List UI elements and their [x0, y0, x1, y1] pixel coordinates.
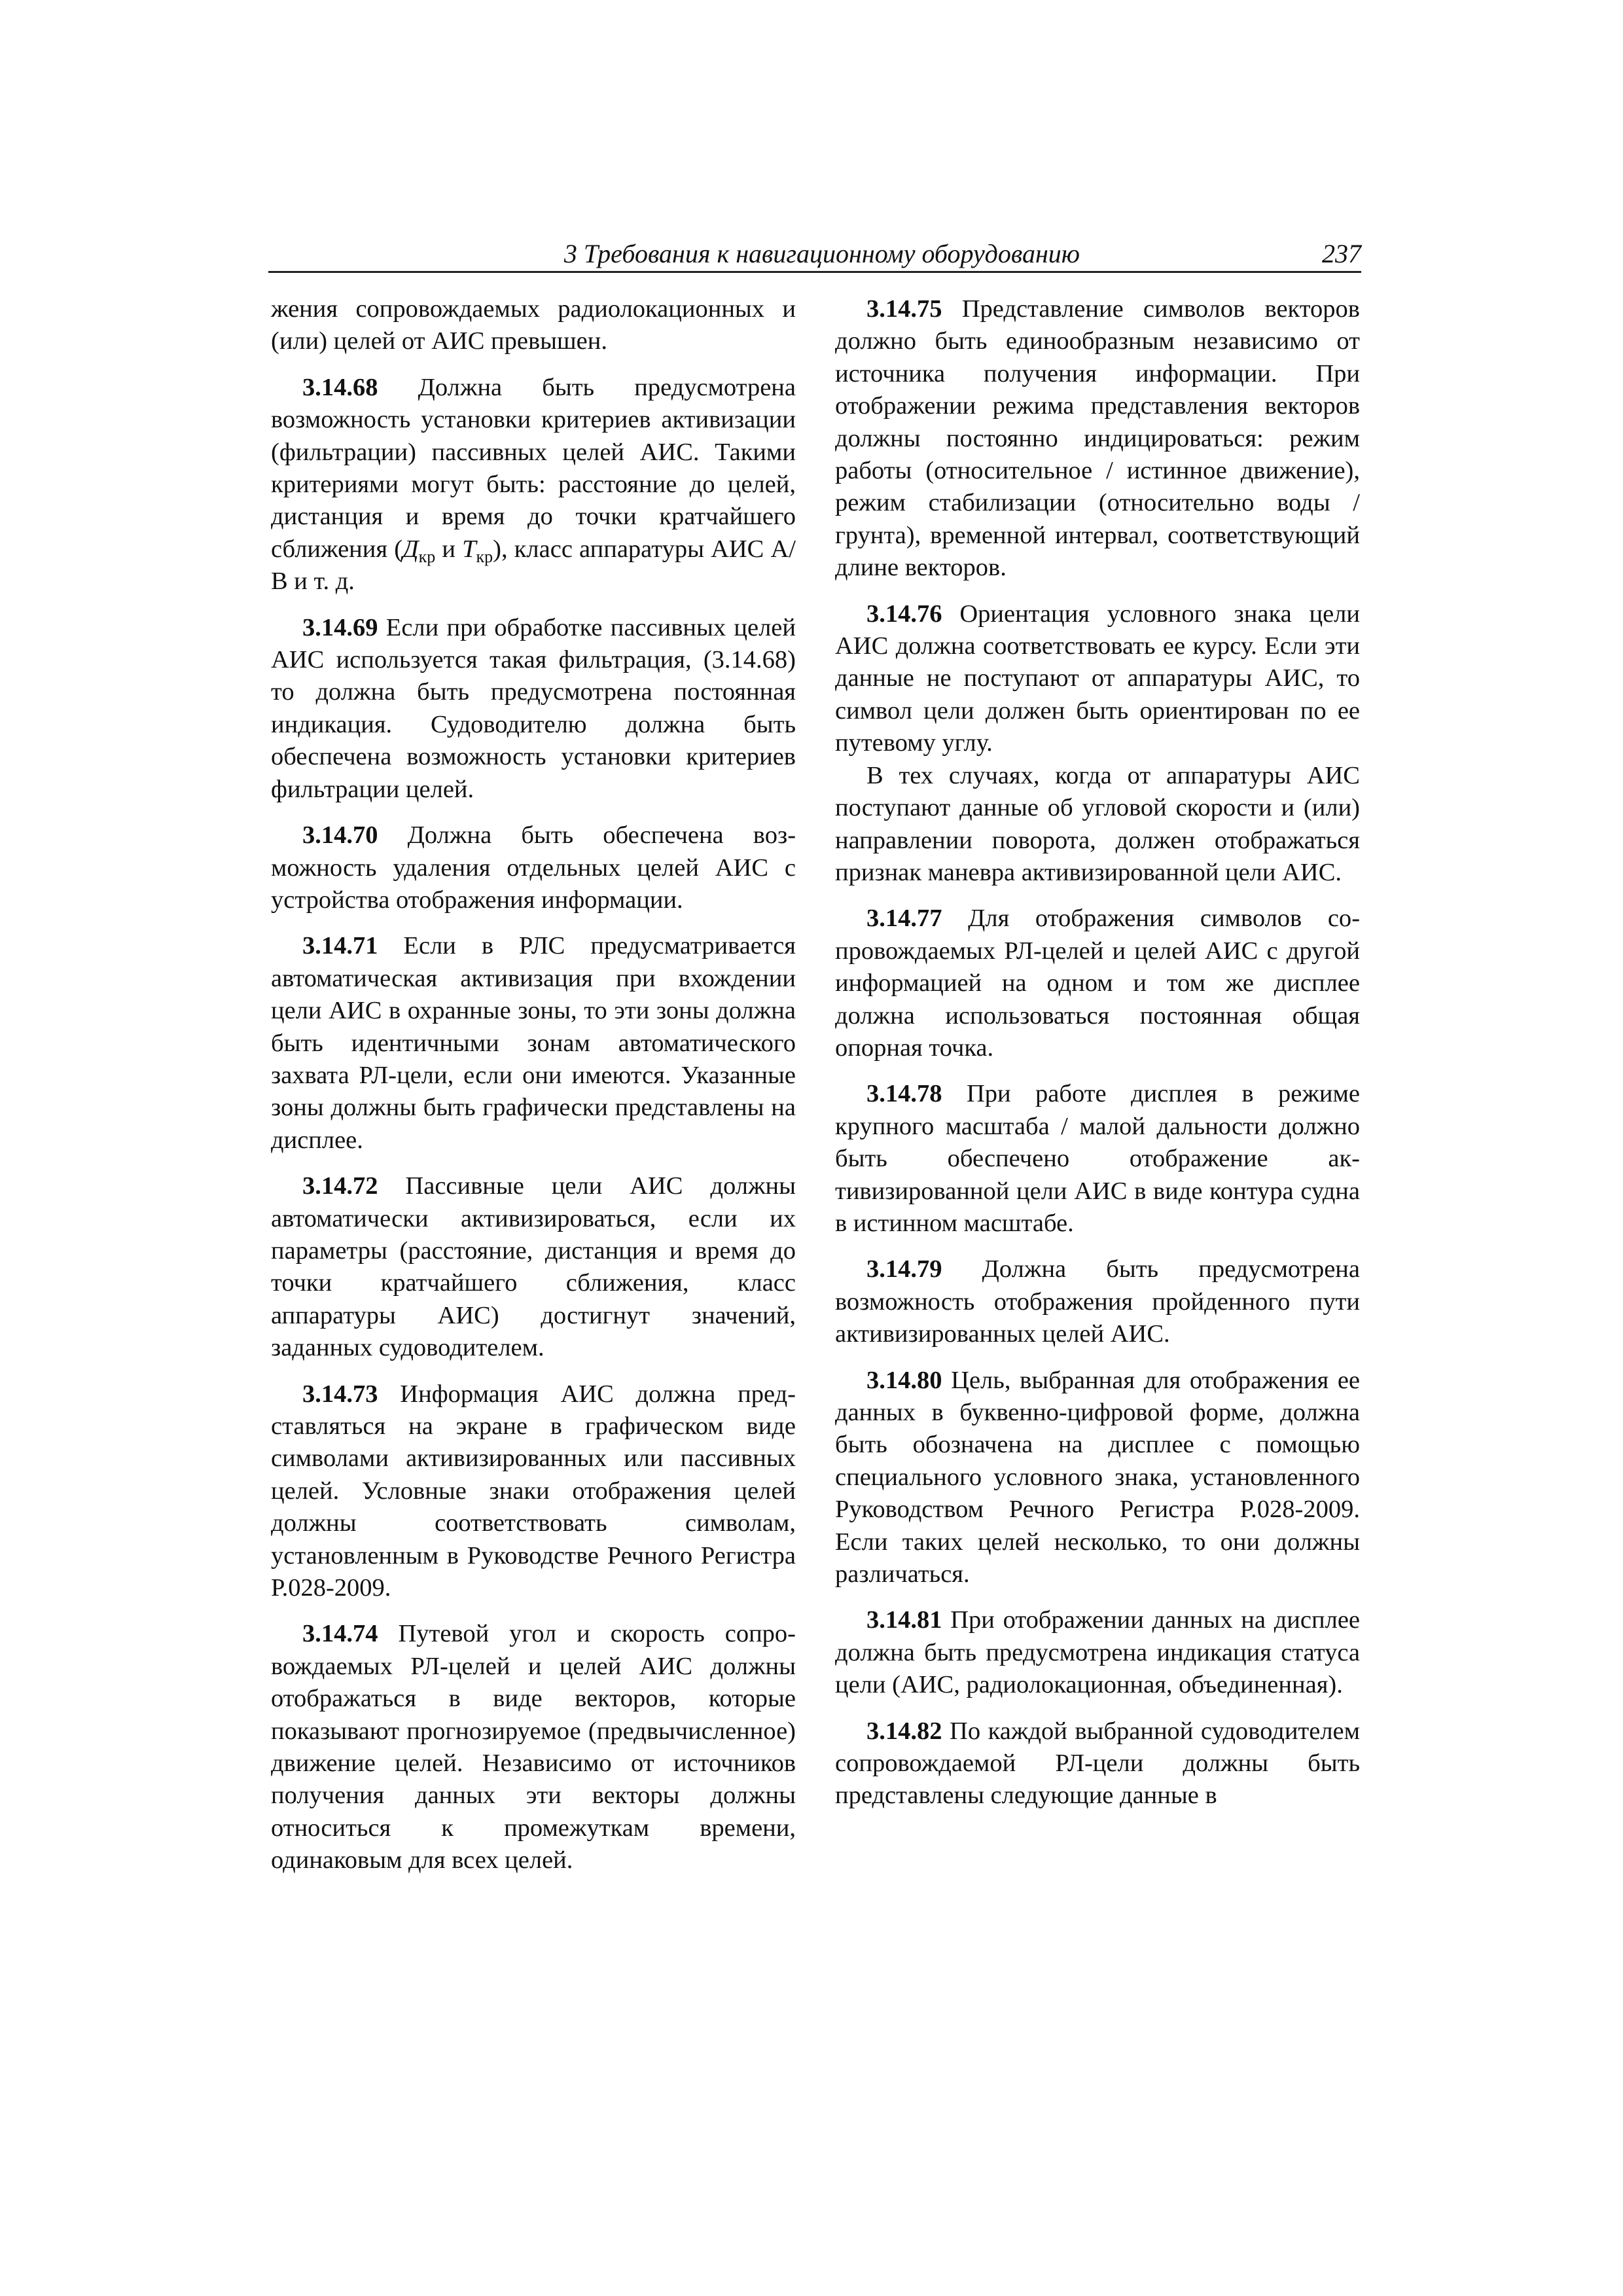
- page-number: 237: [1322, 239, 1361, 268]
- clause-number: 3.14.79: [866, 1255, 942, 1283]
- paragraph-3-14-74: 3.14.74 Путевой угол и скорость сопровождаемых РЛ-целей и целей АИС должны отображаться в виде векторов, которые показывают прогнозируемое (предвычисленное) движение целей. Независимо от источников получения данных эти векторы должны относиться к промежуткам времени, одинаковым для всех целей.: [271, 1620, 796, 1874]
- paragraph-3-14-68: 3.14.68 Должна быть предусмотрена возможность установки критериев активизации (фильтрации) пассивных целей АИС. Такими критериями могут быть: расстояние до целей, дистанция и время до точки кратчайшего сближения ($Д_{кр}$ и $Т_{кр}$), класс аппаратуры АИС А/В и т. д.: [271, 373, 796, 596]
- clause-number: 3.14.80: [866, 1366, 942, 1394]
- clause-number: 3.14.77: [866, 905, 942, 933]
- clause-number: 3.14.75: [866, 295, 942, 323]
- running-title: 3 Требования к навигационному оборудованию: [563, 239, 1080, 268]
- clause-number: 3.14.72: [302, 1172, 378, 1200]
- paragraph-3-14-76: 3.14.76 Ориентация условного знака цели АИС должна соответствовать ее курсу. Если эти данные не поступают от аппаратуры АИС, то символ цели должен быть ориентирован по ее путевому углу.: [835, 600, 1360, 757]
- clause-number: 3.14.76: [866, 600, 942, 628]
- paragraph-3-14-69: 3.14.69 Если при обработке пассивных целей АИС используется такая фильтрация, (3.14.68) то должна быть предусмотрена постоянная индикация. Судоводителю должна быть обеспечена возможность установки критериев фильтрации целей.: [271, 613, 796, 803]
- paragraph-3-14-73: 3.14.73 Информация АИС должна представляться на экране в графическом виде символами активизированных или пассивных целей. Условные знаки отображения целей должны соответствовать символам, установленным в Руководстве Речного Регистра Р.028-2009.: [271, 1380, 796, 1602]
- paragraph-3-14-70: 3.14.70 Должна быть обеспечена возможность удаления отдельных целей АИС с устройства отображения информации.: [271, 821, 796, 914]
- paragraph-3-14-72: 3.14.72 Пассивные цели АИС должны автоматически активизироваться, если их параметры (расстояние, дистанция и время до точки кратчайшего сближения, класс аппаратуры АИС) достигнут значений, заданных судоводителем.: [271, 1172, 796, 1362]
- paragraph-3-14-71: 3.14.71 Если в РЛС предусматривается автоматическая активизация при вхождении цели АИС в охранные зоны, то эти зоны должна быть идентичными зонам автоматического захвата РЛ-цели, если они имеются. Указанные зоны должны быть графически представлены на дисплее.: [271, 932, 796, 1154]
- paragraph: жения сопровождаемых радиолокационных и (или) целей от АИС превышен.: [271, 295, 796, 355]
- left-column: [271, 293, 796, 1891]
- paragraph-3-14-77: 3.14.77 Для отображения символов сопровождаемых РЛ-целей и целей АИС с другой информацией на одном и том же дисплее должна использоваться постоянная общая опорная точка.: [835, 905, 1361, 1062]
- paragraph-3-14-80: 3.14.80 Цель, выбранная для отображения ее данных в буквенно-цифровой форме, должна быть обозначена на дисплее с помощью специального условного знака, установленного Руководством Речного Регистра Р.028-2009. Если таких целей несколько, то они должны различаться.: [835, 1366, 1361, 1588]
- paragraph-3-14-76-cont: В тех случаях, когда от аппаратуры АИС поступают данные об угловой скорости и (или) направлении поворота, должен отображаться признак маневра активизированной цели АИС.: [835, 761, 1360, 886]
- clause-number: 3.14.69: [302, 613, 378, 641]
- paragraph-3-14-78: 3.14.78 При работе дисплея в режиме крупного масштаба / малой дальности должно быть обеспечено отображение активизированной цели АИС в виде контура судна в истинном масштабе.: [835, 1080, 1360, 1237]
- clause-number: 3.14.71: [302, 932, 378, 960]
- clause-number: 3.14.81: [866, 1606, 942, 1634]
- paragraph-3-14-75: 3.14.75 Представление символов векторов должно быть единообразным независимо от источника получения информации. При отображении режима представления векторов должны постоянно индицироваться: режим работы (относительное / истинное движение), режим стабилизации (относительно воды / грунта), временной интервал, соответствующий длине векторов.: [835, 295, 1360, 582]
- paragraph-3-14-79: 3.14.79 Должна быть предусмотрена возможность отображения пройденного пути активизированных целей АИС.: [835, 1255, 1361, 1348]
- clause-number: 3.14.78: [866, 1080, 942, 1108]
- paragraph-3-14-82: 3.14.82 По каждой выбранной судоводителем сопровождаемой РЛ-цели должны быть представлены следующие данные в: [835, 1717, 1360, 1810]
- clause-number: 3.14.73: [302, 1380, 378, 1408]
- clause-number: 3.14.70: [302, 821, 378, 850]
- clause-number: 3.14.68: [302, 373, 378, 401]
- paragraph-3-14-81: 3.14.81 При отображении данных на дисплее должна быть предусмотрена индикация статуса цели (АИС, радиолокационная, объединенная).: [835, 1606, 1360, 1699]
- running-header: [268, 234, 1361, 273]
- clause-number: 3.14.82: [866, 1717, 942, 1745]
- right-column: [835, 293, 1360, 1826]
- clause-number: 3.14.74: [302, 1620, 378, 1648]
